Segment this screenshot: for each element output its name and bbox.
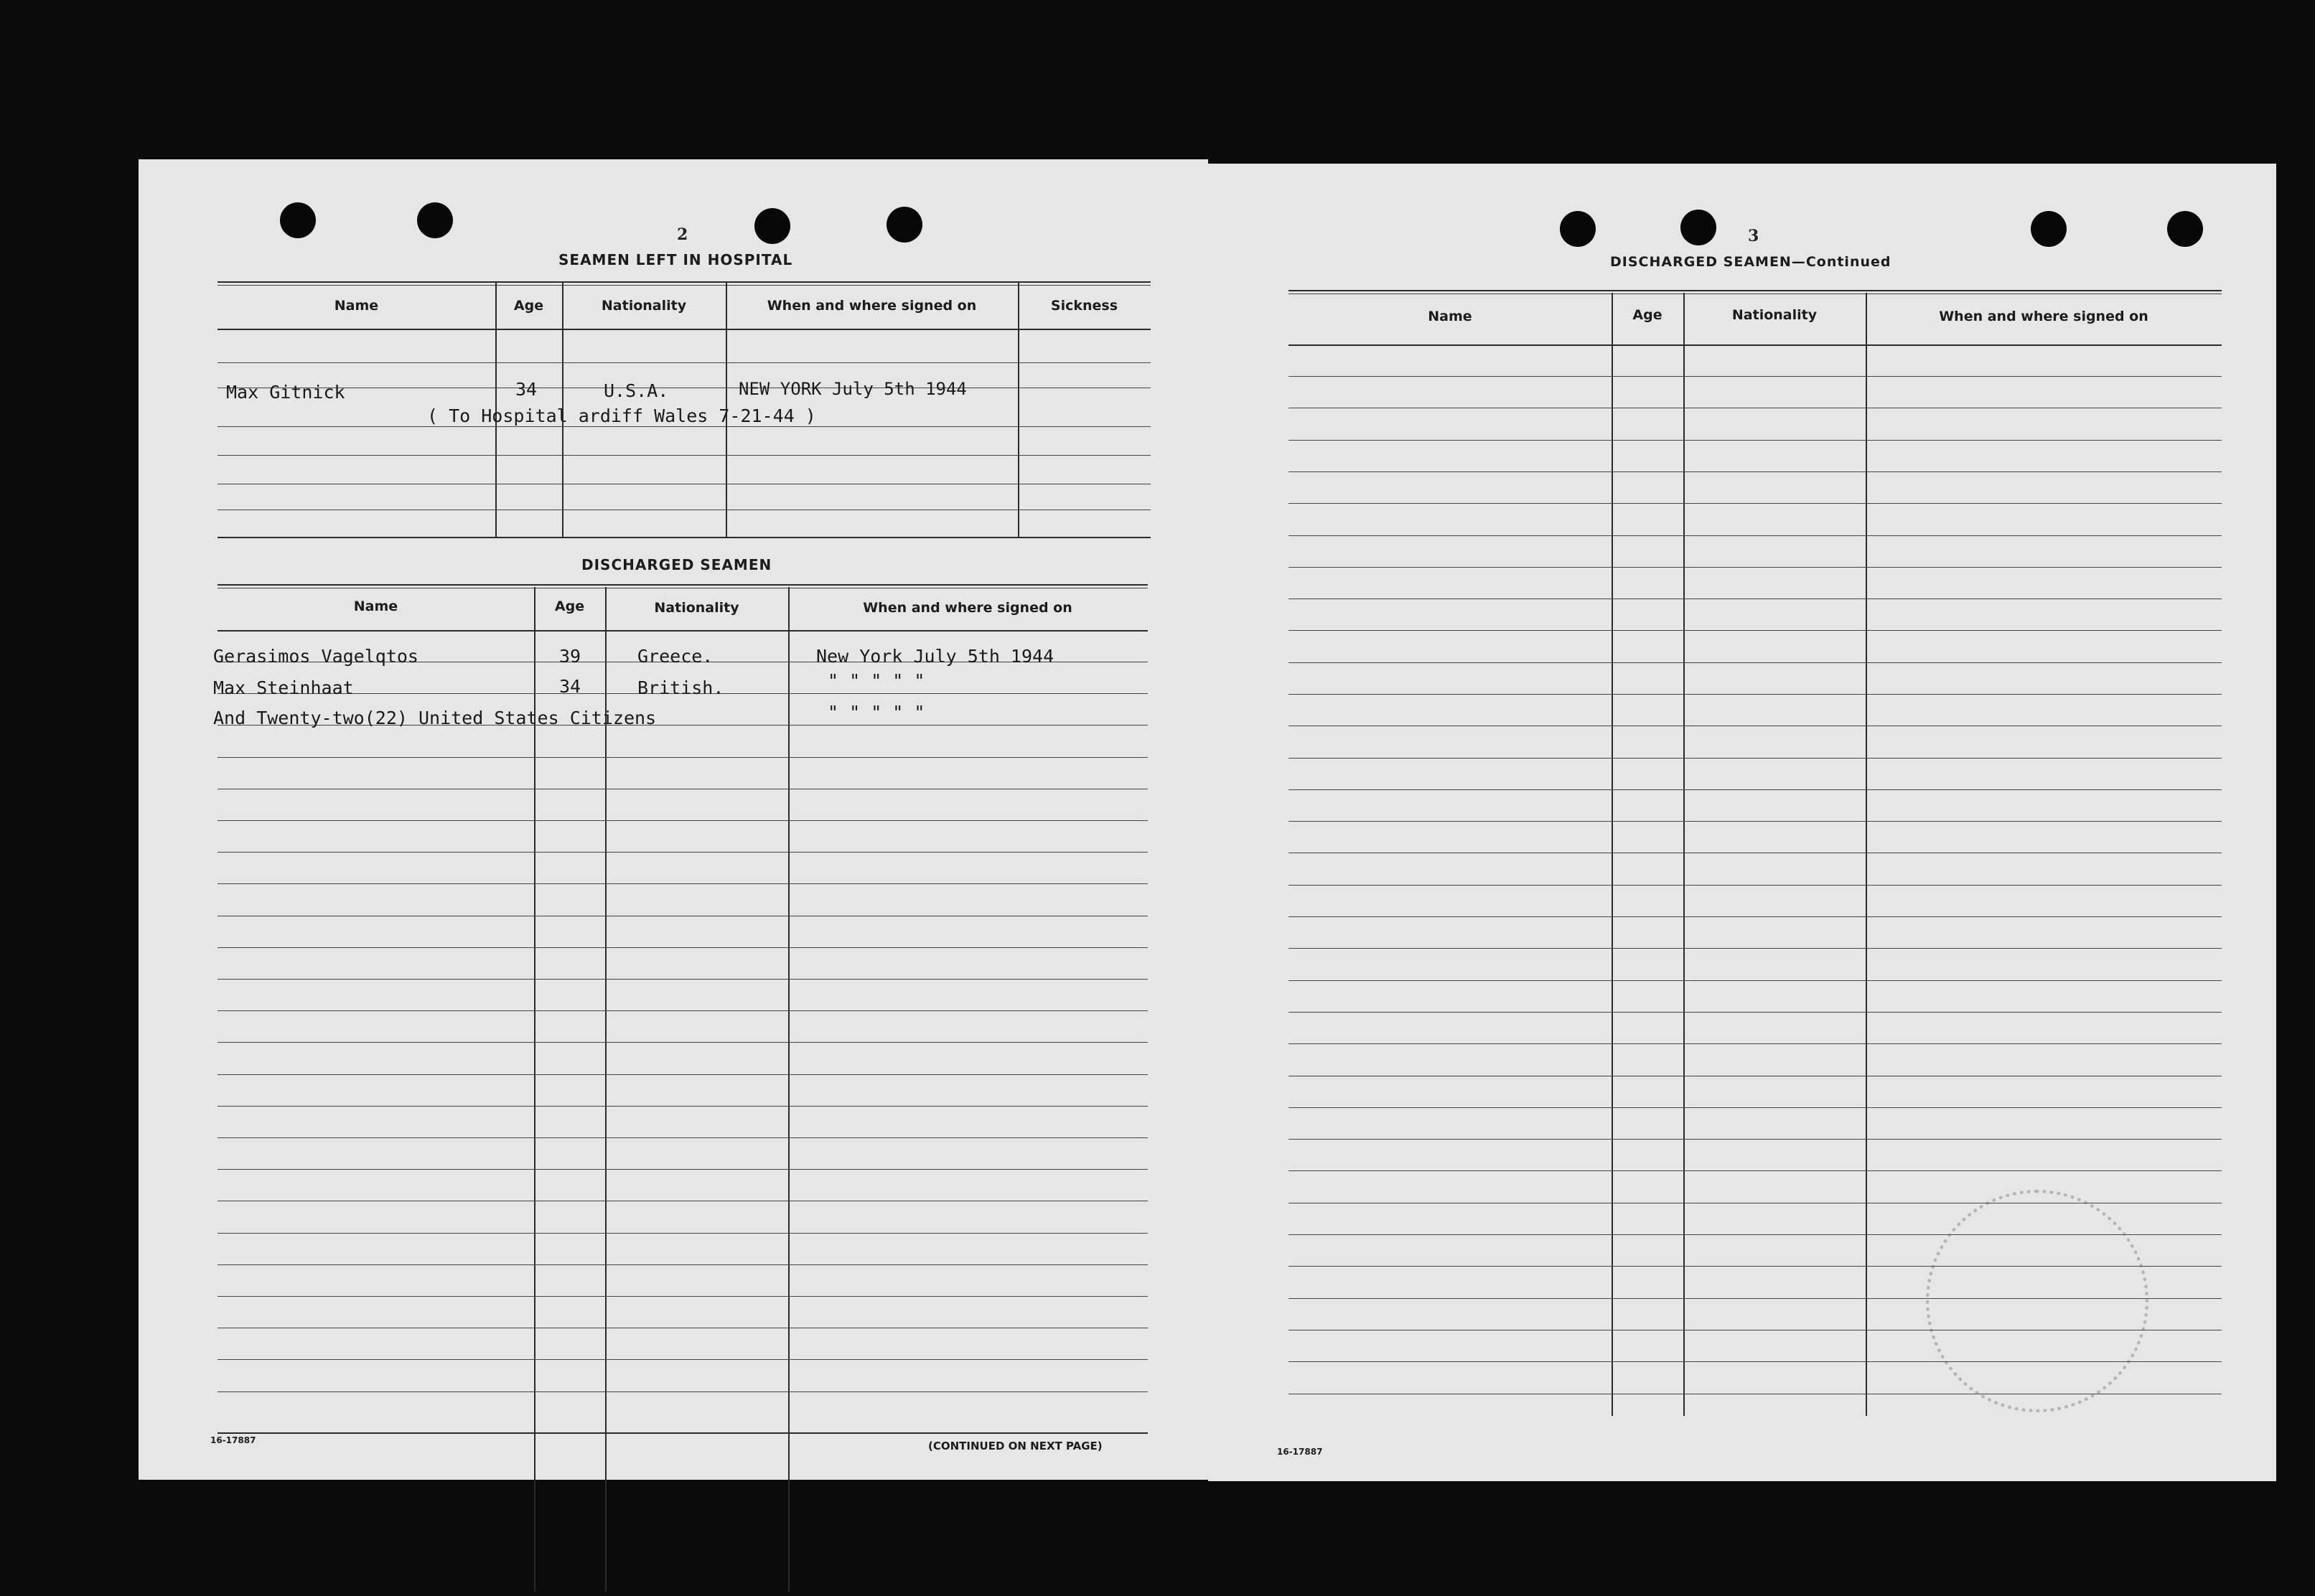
ruled-line — [1289, 948, 2222, 949]
column-header-age: Age — [554, 598, 585, 614]
ruled-line — [218, 947, 1148, 948]
ruled-line — [1289, 1043, 2222, 1044]
ruled-line — [1289, 916, 2222, 917]
discharged-row-name: And Twenty-two(22) United States Citizens — [213, 708, 657, 728]
ruled-line — [1289, 1170, 2222, 1171]
ruled-line — [218, 1042, 1148, 1043]
page-number: 3 — [1748, 227, 1759, 245]
ruled-line — [1289, 789, 2222, 790]
punch-hole — [2167, 211, 2203, 247]
ruled-line — [1289, 980, 2222, 981]
hospital-row-signed-on: NEW YORK July 5th 1944 — [739, 379, 967, 399]
ruled-line — [1289, 376, 2222, 377]
discharged-row-name: Gerasimos Vagelqtos — [213, 646, 418, 667]
punch-hole — [2031, 211, 2067, 247]
right-page — [1208, 164, 2276, 1481]
ruled-line — [218, 820, 1148, 821]
ruled-line — [1289, 567, 2222, 568]
hospital-note: ( To Hospital ardiff Wales 7-21-44 ) — [427, 405, 816, 426]
form-number: 16-17887 — [210, 1435, 256, 1445]
punch-hole — [280, 202, 316, 238]
page-number: 2 — [677, 225, 688, 244]
ruled-line — [218, 1391, 1148, 1392]
punch-hole — [754, 208, 790, 244]
hospital-section-title: SEAMEN LEFT IN HOSPITAL — [558, 251, 793, 268]
column-header-nationality: Nationality — [654, 600, 739, 616]
discharged-row-age: 34 — [559, 676, 581, 697]
column-header-nationality: Nationality — [1731, 307, 1818, 323]
discharged-row-name: Max Steinhaat — [213, 677, 354, 698]
ruled-line — [218, 757, 1148, 758]
ruled-line — [1289, 1107, 2222, 1108]
ruled-line — [1289, 503, 2222, 504]
ruled-line — [218, 1010, 1148, 1011]
column-header-signed-on: When and where signed on — [1939, 309, 2148, 324]
ruled-line — [1289, 1012, 2222, 1013]
ruled-line — [1289, 885, 2222, 886]
discharged-section-title: DISCHARGED SEAMEN — [581, 556, 772, 573]
circular-stamp — [1926, 1190, 2148, 1412]
ruled-line — [218, 979, 1148, 980]
form-number: 16-17887 — [1277, 1447, 1323, 1457]
discharged-row-nationality: Greece. — [637, 646, 714, 667]
column-header-sickness: Sickness — [1050, 298, 1118, 314]
ruled-line — [218, 1137, 1148, 1138]
column-header-signed-on: When and where signed on — [863, 600, 1072, 616]
ruled-line — [1289, 598, 2222, 599]
page-title: DISCHARGED SEAMEN—Continued — [1610, 254, 1891, 270]
ruled-line — [218, 1264, 1148, 1265]
ruled-line — [1289, 662, 2222, 663]
ruled-line — [218, 1359, 1148, 1360]
continued-note: (CONTINUED ON NEXT PAGE) — [928, 1440, 1103, 1452]
ruled-line — [1289, 630, 2222, 631]
ruled-line — [218, 883, 1148, 884]
column-header-name: Name — [334, 298, 379, 314]
ruled-line — [1289, 535, 2222, 536]
ruled-line — [1289, 694, 2222, 695]
punch-hole — [1680, 210, 1716, 245]
ruled-line — [1289, 758, 2222, 759]
punch-hole — [1560, 211, 1596, 247]
discharged-row-age: 39 — [559, 646, 581, 667]
ruled-line — [218, 1233, 1148, 1234]
ruled-line — [1289, 471, 2222, 472]
punch-hole — [417, 202, 453, 238]
column-header-name: Name — [1428, 309, 1472, 324]
discharged-row-signed-on: " " " " " — [828, 702, 925, 723]
hospital-row-nationality: U.S.A. — [604, 380, 669, 401]
discharged-row-signed-on: " " " " " — [828, 670, 925, 691]
column-header-nationality: Nationality — [601, 298, 687, 314]
ruled-line — [218, 1169, 1148, 1170]
punch-hole — [887, 207, 922, 243]
ruled-line — [218, 852, 1148, 853]
column-header-age: Age — [1632, 307, 1662, 323]
ruled-line — [218, 1074, 1148, 1075]
ruled-line — [218, 1106, 1148, 1107]
column-header-signed-on: When and where signed on — [767, 298, 977, 314]
ruled-line — [1289, 1139, 2222, 1140]
ruled-line — [1289, 440, 2222, 441]
left-page — [139, 159, 1208, 1480]
hospital-row-age: 34 — [515, 379, 538, 400]
column-header-name: Name — [353, 598, 398, 614]
ruled-line — [1289, 821, 2222, 822]
discharged-row-nationality: British. — [637, 677, 724, 698]
discharged-row-signed-on: New York July 5th 1944 — [816, 646, 1054, 667]
hospital-row-name: Max Gitnick — [226, 382, 345, 403]
column-header-age: Age — [513, 298, 544, 314]
ruled-line — [218, 1296, 1148, 1297]
